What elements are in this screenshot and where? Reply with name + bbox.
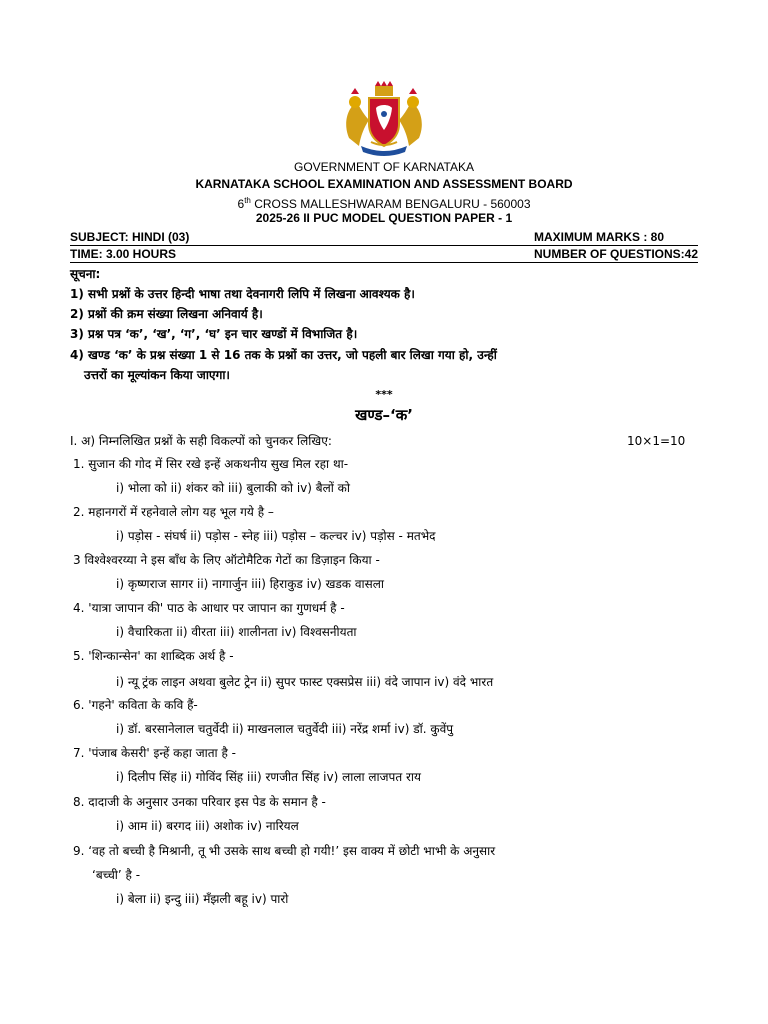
question-options: i) न्यू ट्रंक लाइन अथवा बुलेट ट्रेन ii) सुपर फास्ट एक्सप्रेस iii) वंदे जापान iv) वंदे भारत xyxy=(116,675,494,689)
question: 9. ‘वह तो बच्ची है मिश्रानी, तू भी उसके साथ बच्ची हो गयी!’ इस वाक्य में छोटी भाभी के अनुसार xyxy=(73,844,496,858)
instruction-item-continued: उत्तरों का मूल्यांकन किया जाएगा। xyxy=(84,368,230,382)
question: 8. दादाजी के अनुसार उनका परिवार इस पेड के समान है - xyxy=(73,795,326,809)
max-marks-label: MAXIMUM MARKS : 80 xyxy=(534,230,665,244)
section-title: खण्ड–‘क’ xyxy=(355,406,413,424)
question: 6. 'गहने' कविता के कवि हैं- xyxy=(73,698,198,712)
num-questions-label: NUMBER OF QUESTIONS:42 xyxy=(534,247,699,261)
time-label: TIME: 3.00 HOURS xyxy=(70,247,177,261)
question-options: i) भोला को ii) शंकर को iii) बुलाकी को iv) बैलों को xyxy=(116,481,351,495)
question: 4. 'यात्रा जापान की' पाठ के आधार पर जापान का गुणधर्म है - xyxy=(73,601,345,615)
question: 2. महानगरों में रहनेवाले लोग यह भूल गये है – xyxy=(73,505,274,519)
question: 3 विश्वेश्वरय्या ने इस बाँध के लिए ऑटोमैटिक गेटों का डिज़ाइन किया - xyxy=(73,553,380,567)
instructions-title: सूचना: xyxy=(70,267,101,281)
separator-stars: *** xyxy=(375,388,393,401)
part-heading: I. अ) निम्नलिखित प्रश्नों के सही विकल्पों को चुनकर लिखिए: xyxy=(70,434,332,448)
government-title: GOVERNMENT OF KARNATAKA xyxy=(293,160,475,174)
question-options: i) डॉ. बरसानेलाल चतुर्वेदी ii) माखनलाल चतुर्वेदी iii) नरेंद्र शर्मा iv) डॉ. कुवेंपु xyxy=(116,722,454,736)
board-address: 6th CROSS MALLESHWARAM BENGALURU - 560003 xyxy=(237,196,531,211)
question-continued: ‘बच्ची’ है - xyxy=(92,868,141,882)
instruction-item: 1) सभी प्रश्नों के उत्तर हिन्दी भाषा तथा देवनागरी लिपि में लिखना आवश्यक है। xyxy=(70,287,415,301)
question-options: i) वैचारिकता ii) वीरता iii) शालीनता iv) विश्वसनीयता xyxy=(116,625,357,639)
karnataka-emblem-icon xyxy=(339,80,429,156)
question: 7. 'पंजाब केसरी' इन्हें कहा जाता है - xyxy=(73,746,236,760)
question-options: i) बेला ii) इन्दु iii) मँझली बहू iv) पारो xyxy=(116,892,289,906)
part-marks: 10×1=10 xyxy=(627,434,686,448)
instruction-item: 3) प्रश्न पत्र ‘क’, ‘ख’, ‘ग’, ‘घ’ इन चार खण्डों में विभाजित है। xyxy=(70,327,358,341)
divider xyxy=(70,262,698,263)
instruction-item: 2) प्रश्नों की क्रम संख्या लिखना अनिवार्य है। xyxy=(70,307,263,321)
question-options: i) आम ii) बरगद iii) अशोक iv) नारियल xyxy=(116,819,299,833)
paper-title: 2025-26 II PUC MODEL QUESTION PAPER - 1 xyxy=(255,211,513,225)
question-options: i) पड़ोस - संघर्ष ii) पड़ोस - स्नेह iii) पड़ोस – कल्चर iv) पड़ोस - मतभेद xyxy=(116,529,436,543)
question: 5. 'शिन्कान्सेन' का शाब्दिक अर्थ है - xyxy=(73,649,234,663)
subject-label: SUBJECT: HINDI (03) xyxy=(70,230,190,244)
board-title: KARNATAKA SCHOOL EXAMINATION AND ASSESSMENT BOARD xyxy=(195,177,573,191)
question: 1. सुजान की गोद में सिर रखे इन्हें अकथनीय सुख मिल रहा था- xyxy=(73,457,349,471)
instruction-item: 4) खण्ड ‘क’ के प्रश्न संख्या 1 से 16 तक के प्रश्नों का उत्तर, जो पहली बार लिखा गया हो, उन्हीं xyxy=(70,348,497,362)
question-options: i) कृष्णराज सागर ii) नागार्जुन iii) हिराकुड iv) खडक वासला xyxy=(116,577,384,591)
question-options: i) दिलीप सिंह ii) गोविंद सिंह iii) रणजीत सिंह iv) लाला लाजपत राय xyxy=(116,770,421,784)
